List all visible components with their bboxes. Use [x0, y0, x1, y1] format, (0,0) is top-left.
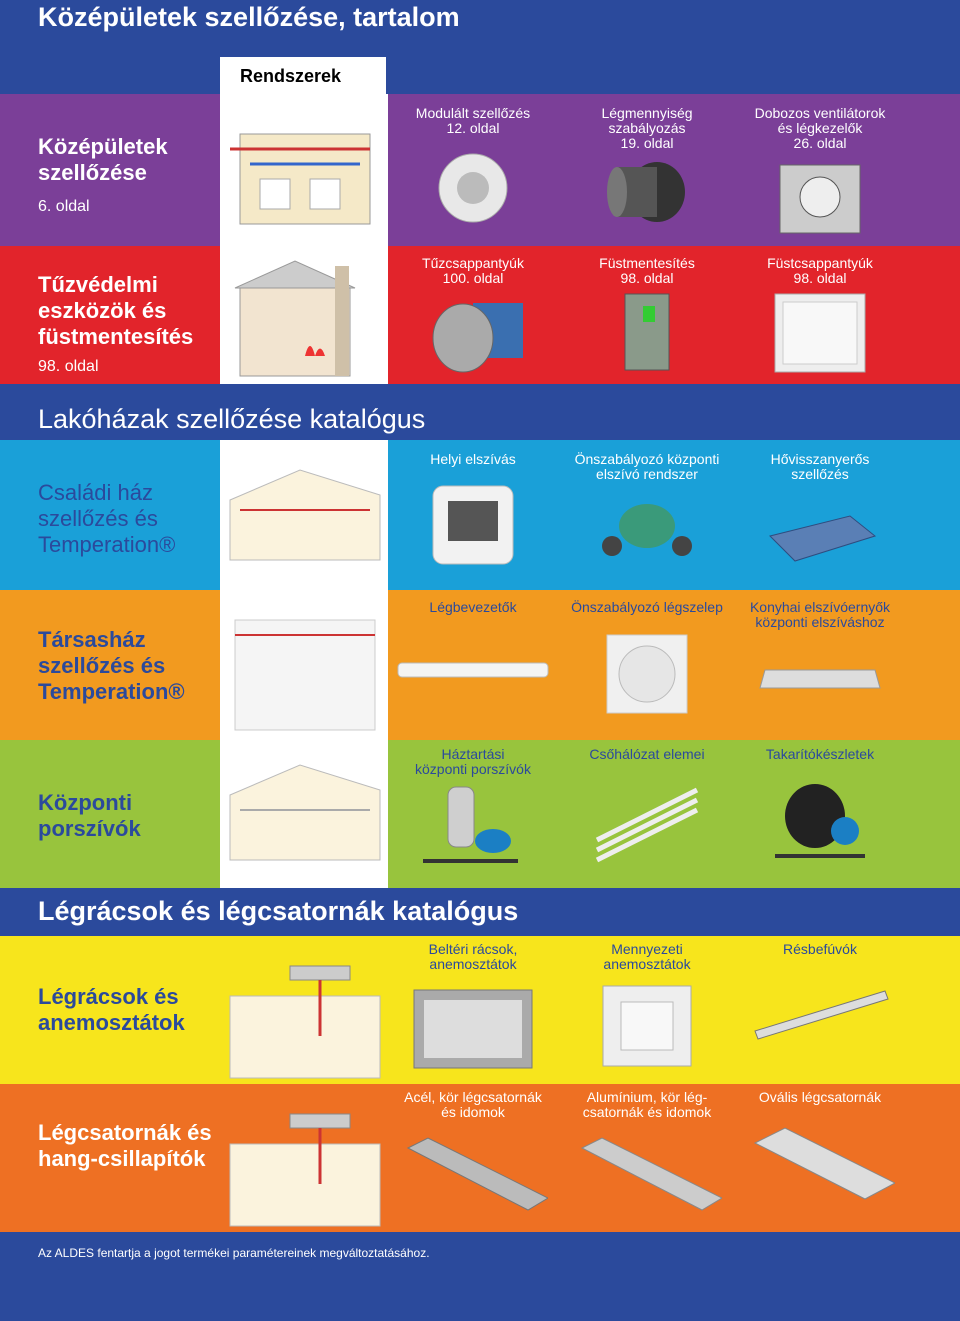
product-helyi-elszivas[interactable] — [383, 452, 563, 574]
product-legbevezetok[interactable] — [383, 600, 563, 688]
band-title: Légrácsok és anemosztátok — [38, 984, 185, 1035]
product-label: Konyhai elszívóernyők központi elszíváshoz — [749, 599, 891, 630]
product-label: Beltéri rácsok, anemosztátok — [428, 941, 518, 972]
product-ovalis-legcsatornak[interactable] — [730, 1090, 910, 1206]
round-diffuser-icon — [428, 148, 518, 228]
control-panel-icon — [617, 290, 677, 375]
product-resbefuvok[interactable] — [730, 942, 910, 1044]
product-fustcsappantyuk[interactable] — [730, 256, 910, 381]
building-illustration — [220, 94, 388, 246]
pipe-fittings-icon — [587, 780, 707, 870]
fan-box-icon — [770, 157, 870, 237]
product-csohalozat[interactable] — [557, 747, 737, 873]
heat-recovery-icon — [760, 486, 880, 576]
product-label: Hővisszanyerős szellőzés — [770, 451, 870, 482]
product-dobozos[interactable] — [730, 106, 910, 240]
product-label: Takarítókészletek — [765, 746, 875, 762]
cleaning-kit-icon — [765, 776, 875, 866]
band-kozepuletek[interactable] — [0, 94, 960, 246]
smoke-damper-icon — [765, 288, 875, 378]
product-hovisszanyeros[interactable] — [730, 452, 910, 579]
extractor-unit-icon — [423, 481, 523, 571]
product-label: Alumínium, kör lég- csatornák és idomok — [582, 1089, 712, 1120]
band-tarsashaz[interactable] — [0, 590, 960, 740]
product-label: Csőhálózat elemei — [589, 746, 705, 762]
slot-diffuser-icon — [750, 981, 890, 1041]
fire-damper-icon — [418, 288, 528, 378]
product-haztartasi-porszivok[interactable] — [383, 747, 563, 874]
band-page: 6. oldal — [38, 198, 90, 215]
product-label: Háztartási központi porszívók — [415, 746, 531, 777]
rendszerek-tab — [220, 57, 386, 95]
product-label: Résbefúvók — [783, 941, 857, 957]
product-legmennyiseg[interactable] — [557, 106, 737, 230]
oval-duct-icon — [745, 1113, 895, 1203]
product-label: Füstmentesítés 98. oldal — [599, 255, 695, 286]
band-title: Családi ház szellőzés és Temperation® — [38, 480, 176, 557]
product-label: Ovális légcsatornák — [758, 1089, 882, 1105]
band-kozponti-porszivok[interactable] — [0, 740, 960, 888]
aluminium-duct-icon — [572, 1128, 722, 1218]
product-mennyezeti-anemosztatok[interactable] — [557, 942, 737, 1073]
central-extractor-icon — [587, 486, 707, 576]
header-bar-2 — [0, 384, 960, 440]
band-legcsatornak[interactable] — [0, 1084, 960, 1232]
footer-disclaimer: Az ALDES fentartja a jogot termékei paramétereinek megváltoztatásához. — [38, 1246, 430, 1260]
air-valve-icon — [597, 627, 697, 717]
page-title: Középületek szellőzése, tartalom — [38, 2, 460, 32]
vacuum-house-illustration — [220, 740, 388, 888]
section-title-lakohazak: Lakóházak szellőzése katalógus — [38, 404, 426, 434]
duct-system-illustration — [220, 1084, 388, 1232]
band-title: Társasház szellőzés és Temperation® — [38, 627, 185, 704]
apartment-illustration — [220, 590, 388, 740]
product-label: Önszabályozó központi elszívó rendszer — [574, 451, 720, 482]
house-illustration — [220, 440, 388, 590]
section-title-legracsok: Légrácsok és légcsatornák katalógus — [38, 896, 519, 926]
product-label: Tűzcsappantyúk 100. oldal — [422, 255, 524, 286]
product-aluminium-legcsatornak[interactable] — [557, 1090, 737, 1221]
band-title: Tűzvédelmi eszközök és füstmentesítés — [38, 272, 194, 349]
band-title: Középületek szellőzése — [38, 134, 168, 185]
header-bar-3 — [0, 888, 960, 936]
fire-building-illustration — [220, 246, 388, 384]
air-inlet-icon — [393, 655, 553, 685]
product-label: Dobozos ventilátorok és légkezelők 26. oldal — [754, 105, 886, 151]
product-label: Acél, kör légcsatornák és idomok — [404, 1089, 542, 1120]
product-label: Helyi elszívás — [430, 451, 516, 467]
product-onszabalyozo-kozponti[interactable] — [557, 452, 737, 579]
steel-duct-icon — [398, 1128, 548, 1218]
band-csaladi-haz[interactable] — [0, 440, 960, 590]
band-title: Légcsatornák és hang-csillapítók — [38, 1120, 212, 1171]
product-fustmentesites[interactable] — [557, 256, 737, 378]
damper-icon — [602, 157, 692, 227]
product-label: Mennyezeti anemosztátok — [603, 941, 691, 972]
band-legracsok[interactable] — [0, 936, 960, 1084]
product-modulalt[interactable] — [383, 106, 563, 231]
band-tuzvedelmi[interactable] — [0, 246, 960, 384]
central-vacuum-icon — [408, 781, 538, 871]
product-acel-legcsatornak[interactable] — [383, 1090, 563, 1221]
product-belteri-racsok[interactable] — [383, 942, 563, 1077]
band-page: 98. oldal — [38, 358, 99, 375]
product-takaritokeszletek[interactable] — [730, 747, 910, 869]
band-title: Központi porszívók — [38, 790, 141, 841]
grille-icon — [408, 984, 538, 1074]
kitchen-hood-icon — [755, 660, 885, 700]
product-label: Légbevezetők — [429, 599, 517, 615]
product-label: Füstcsappantyúk 98. oldal — [767, 255, 873, 286]
ceiling-diffuser-icon — [597, 980, 697, 1070]
product-label: Légmennyiség szabályozás 19. oldal — [601, 105, 693, 151]
rendszerek-label: Rendszerek — [240, 66, 342, 86]
header-bar-1 — [0, 0, 960, 57]
product-legszelep[interactable] — [557, 600, 737, 720]
product-tuzcsappantyuk[interactable] — [383, 256, 563, 381]
product-konyhai-elszivoernyok[interactable] — [730, 600, 910, 703]
product-label: Önszabályozó légszelep — [571, 599, 723, 615]
duct-building-illustration — [220, 936, 388, 1084]
product-label: Modulált szellőzés 12. oldal — [415, 105, 531, 136]
